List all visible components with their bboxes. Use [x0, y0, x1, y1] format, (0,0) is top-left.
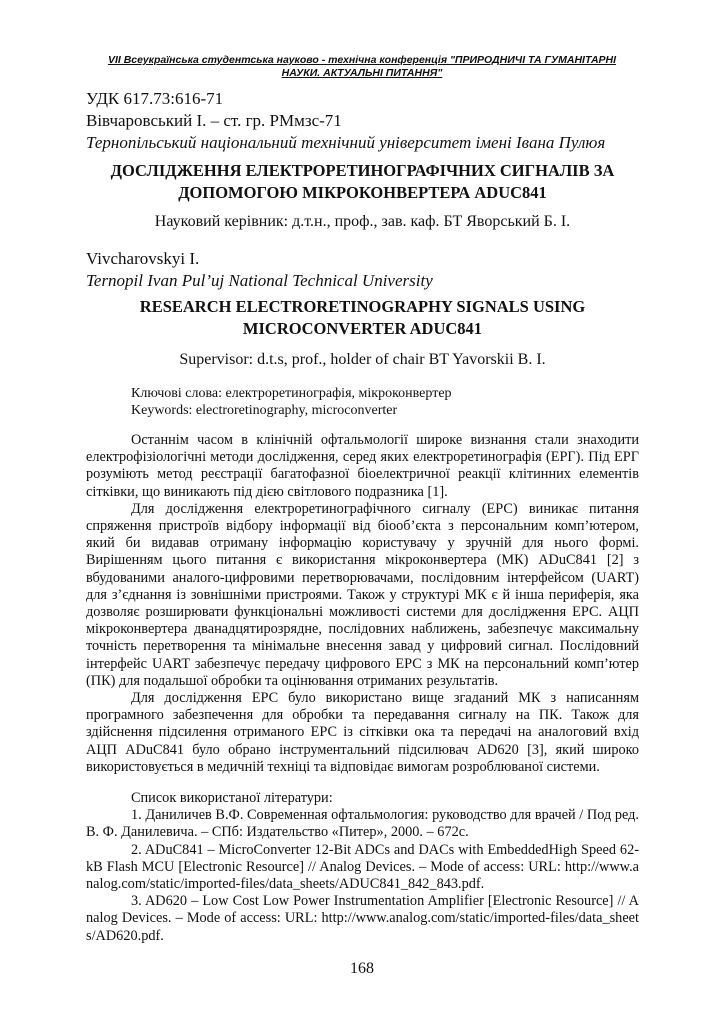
article-body [86, 432, 639, 945]
keywords-block [131, 385, 641, 419]
reference-item: 3. AD620 – Low Cost Low Power Instrumentation Amplifier [Electronic Resource] // Analog Devices. – Mode of access: URL: http://www.analog.com/static/imported-files/data_sheets/AD620.pdf. [86, 893, 639, 944]
author-en-block [86, 248, 639, 292]
udk-code: УДК 617.73:616-71 [86, 89, 224, 108]
conference-header: VII Всеукраїнська студентська науково - технічна конференція "ПРИРОДНИЧІ ТА ГУМАНІТАРНІ НАУКИ. АКТУАЛЬНІ ПИТАННЯ" [107, 54, 617, 79]
article-meta [86, 88, 639, 154]
author-en: Vivcharovskyi I. [86, 249, 200, 268]
reference-item: 2. ADuC841 – MicroConverter 12-Bit ADCs and DACs with EmbeddedHigh Speed 62-kB Flash MCU [Electronic Resource] // Analog Devices. – Mode of access: URL: http://www.analog.com/static/imported-files/data_sheets/ADUC841_842_843.pdf. [86, 841, 639, 893]
references-title: Список використаної літератури: [131, 790, 333, 807]
reference-item: 1. Даниличев В.Ф. Современная офтальмология: руководство для врачей / Под ред. В. Ф. Данилевича. – СПб: Издательство «Питер», 2000. – 672с. [86, 807, 639, 841]
paragraph: Для дослідження ЕРС було використано вище згаданий МК з написанням програмного забезпечення для обробки та передавання сигналу на ПК. Також для здійснення підсилення отриманого ЕРС із сітківки ока та передачі на аналоговий вхід АЦП ADuC841 було обрано інструментальний підсилювач AD620 [3], який широко використовується в медичній техніці та відповідає вимогам розроблюваної системи. [86, 690, 639, 775]
title-uk: ДОСЛІДЖЕННЯ ЕЛЕКТРОРЕТИНОГРАФІЧНИХ СИГНАЛІВ ЗА ДОПОМОГОЮ МІКРОКОНВЕРТЕРА ADUC841 [110, 161, 615, 202]
author-uk: Вівчаровський І. – ст. гр. РМмзс-71 [86, 111, 342, 130]
paragraph: Для дослідження електроретинографічного сигналу (ЕРС) виникає питання спряження пристроїв відбору інформації від біооб’єкта з персональним комп’ютером, який би видавав отриману інформацію користувачу у зручній для нього формі. Вирішенням цього питання є використання мікроконвертера (МК) ADuC841 [2] з вбудованими аналого-цифровими перетворювачами, послідовним інтерфейсом (UART) для з’єднання із зовнішніми пристроями. Також у структурі МК є й інша периферія, яка дозволяє розширювати функціональні можливості системи для дослідження ЕРС. АЦП мікроконвертера дванадцятирозрядне, послідовних наближень, забезпечує максимальну точність перетворення та мінімальне внесення завад у цифровий сигнал. Послідовний інтерфейс UART забезпечує передачу цифрового ЕРС з МК на персональний комп’ютер (ПК) для подальшої обробки та оцінювання отриманих результатів. [86, 500, 639, 689]
keywords-uk: Ключові слова: електроретинографія, мікроконвертер [131, 386, 452, 401]
title-en: RESEARCH ELECTRORETINOGRAPHY SIGNALS USING MICROCONVERTER ADUC841 [139, 297, 586, 338]
supervisor-en: Supervisor: d.t.s, prof., holder of chair BT Yavorskii B. I. [179, 351, 546, 368]
keywords-en: Keywords: electroretinography, microconverter [131, 403, 398, 418]
supervisor-uk: Науковий керівник: д.т.н., проф., зав. каф. БТ Яворський Б. І. [154, 213, 571, 230]
page-number: 168 [350, 960, 374, 977]
affiliation-en: Ternopil Ivan Pul’uj National Technical University [86, 271, 433, 290]
affiliation-uk: Тернопільський національний технічний університет імені Івана Пулюя [86, 133, 606, 152]
paragraph: Останнім часом в клінічній офтальмології широке визнання стали знаходити електрофізіологічні методи дослідження, серед яких електроретинографія (ЕРГ). Під ЕРГ розуміють метод реєстрації багатофазної біоелектричної реакції клітинних елементів сітківки, що виникають під дією світлового подразника [1]. [86, 432, 639, 500]
